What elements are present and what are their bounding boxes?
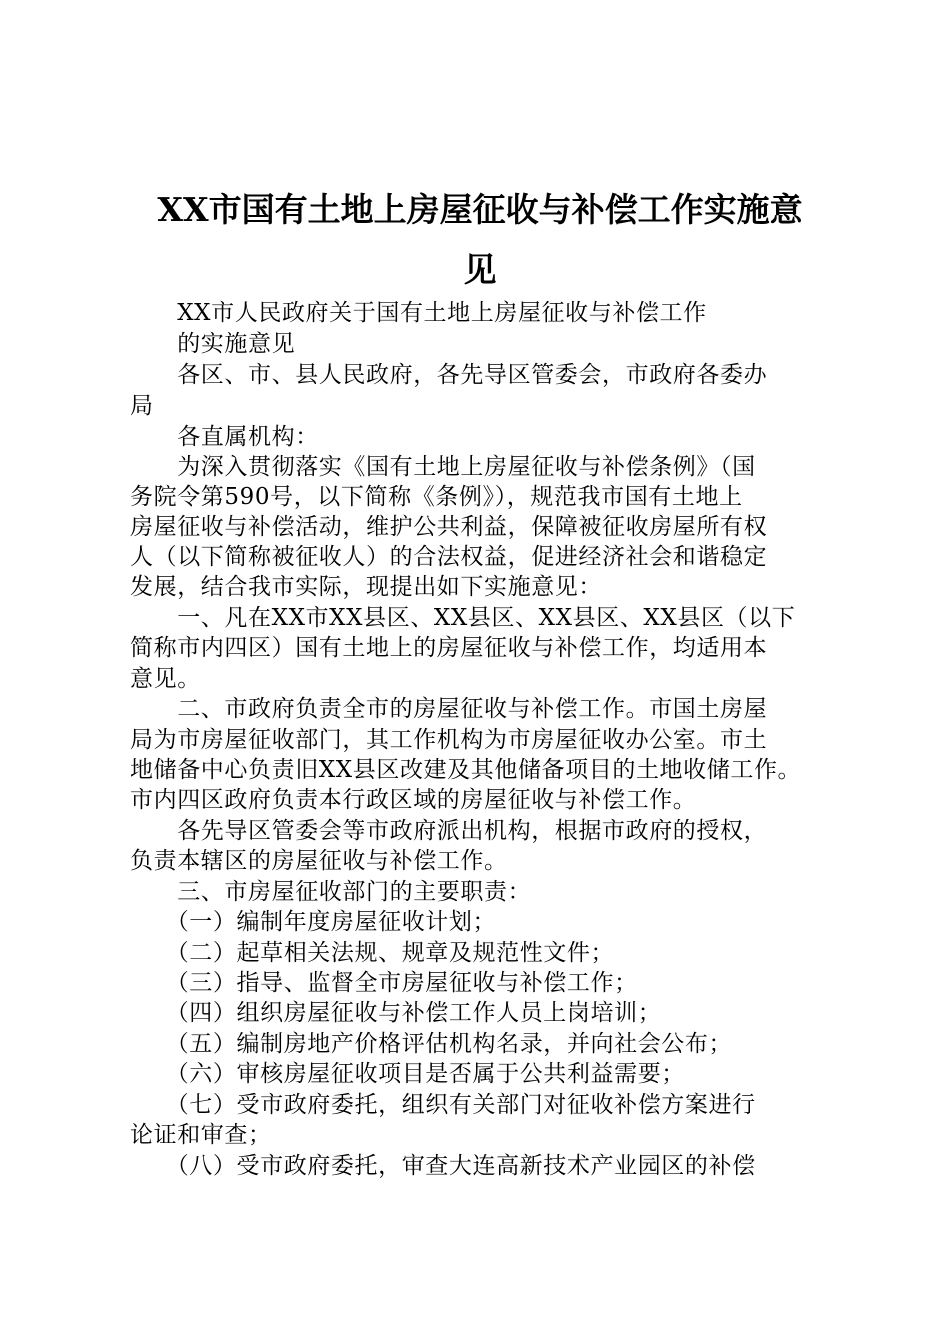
body-line: （二）起草相关法规、规章及规范性文件；	[130, 940, 615, 966]
body-line: 负责本辖区的房屋征收与补偿工作。	[130, 848, 508, 874]
body-line: 局	[130, 393, 154, 419]
body-line: 各直属机构：	[130, 424, 319, 450]
body-line: 论证和审查；	[130, 1122, 272, 1148]
body-line: 意见。	[130, 666, 201, 692]
body-line: （五）编制房地产价格评估机构名录，并向社会公布；	[130, 1031, 733, 1057]
body-line: 发展，结合我市实际，现提出如下实施意见：	[130, 574, 602, 600]
body-line: （四）组织房屋征收与补偿工作人员上岗培训；	[130, 1000, 662, 1026]
body-line: 市内四区政府负责本行政区域的房屋征收与补偿工作。	[130, 787, 697, 813]
body-line: 各区、市、县人民政府，各先导区管委会，市政府各委办	[130, 362, 768, 388]
body-line: 三、市房屋征收部门的主要职责：	[130, 879, 532, 905]
body-line: 的实施意见	[130, 331, 296, 357]
body-line: 房屋征收与补偿活动，维护公共利益，保障被征收房屋所有权	[130, 514, 768, 540]
body-line: 一、凡在XX市XX县区、XX县区、XX县区、XX县区（以下	[130, 605, 796, 631]
body-line: 为深入贯彻落实《国有土地上房屋征收与补偿条例》（国	[130, 454, 756, 480]
body-line: 局为市房屋征收部门，其工作机构为市房屋征收办公室。市土	[130, 727, 768, 753]
body-line: 各先导区管委会等市政府派出机构，根据市政府的授权，	[130, 818, 768, 844]
body-line: 二、市政府负责全市的房屋征收与补偿工作。市国土房屋	[130, 696, 768, 722]
body-line: 务院令第590号，以下简称《条例》），规范我市国有土地上	[130, 484, 743, 510]
body-line: （一）编制年度房屋征收计划；	[130, 909, 497, 935]
body-line: 简称市内四区）国有土地上的房屋征收与补偿工作，均适用本	[130, 635, 768, 661]
body-line: （六）审核房屋征收项目是否属于公共利益需要；	[130, 1061, 685, 1087]
body-line: 地储备中心负责旧XX县区改建及其他储备项目的土地收储工作。	[130, 757, 802, 783]
document-title-line-1: XX市国有土地上房屋征收与补偿工作实施意	[157, 190, 803, 229]
document-title-line-2: 见	[463, 250, 497, 289]
body-line: （三）指导、监督全市房屋征收与补偿工作；	[130, 970, 638, 996]
body-line: （七）受市政府委托，组织有关部门对征收补偿方案进行	[130, 1092, 756, 1118]
body-line: XX市人民政府关于国有土地上房屋征收与补偿工作	[130, 300, 707, 326]
body-line: 人（以下简称被征收人）的合法权益，促进经济社会和谐稳定	[130, 544, 768, 570]
body-line: （八）受市政府委托，审查大连高新技术产业园区的补偿	[130, 1153, 756, 1179]
